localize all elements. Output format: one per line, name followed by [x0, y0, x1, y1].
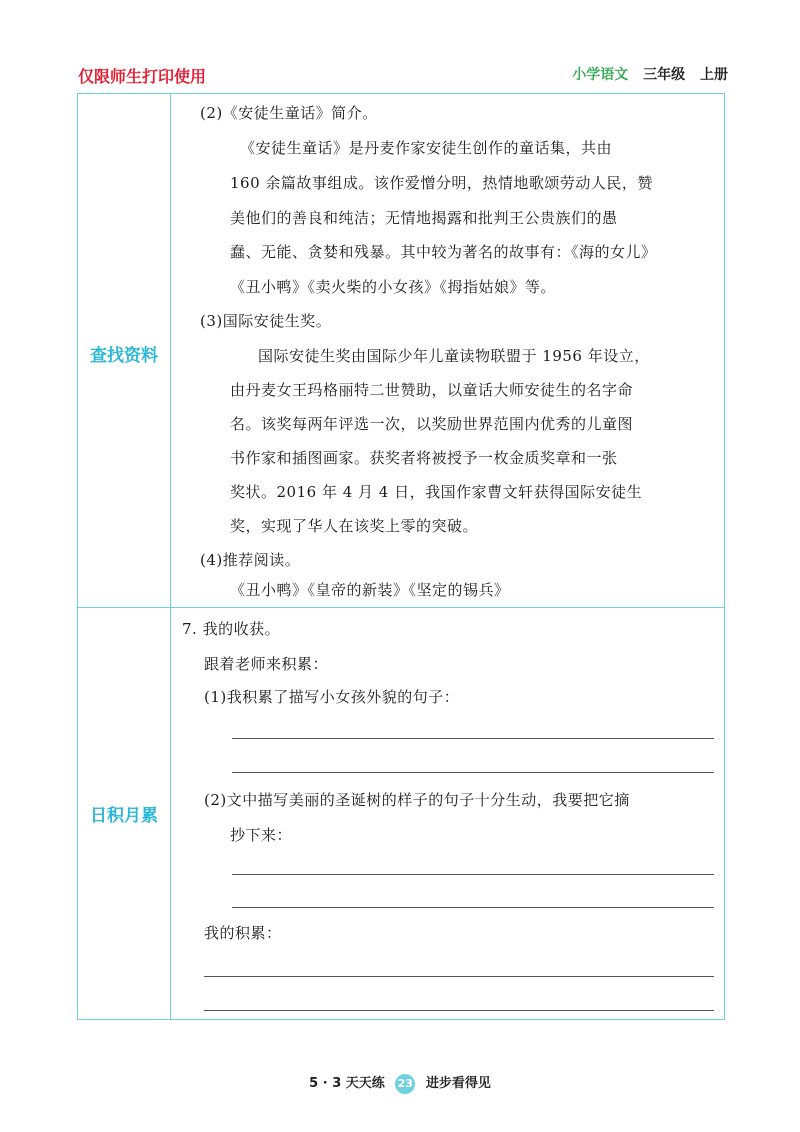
section1-line: 由丹麦女王玛格丽特二世赞助，以童话大师安徒生的名字命: [230, 381, 634, 399]
section-label-accumulate: 日积月累: [90, 806, 158, 826]
column-divider: [170, 93, 171, 1020]
question-2: (2)文中描写美丽的圣诞树的样子的句子十分生动，我要把它摘: [204, 791, 630, 809]
row-divider: [77, 607, 725, 608]
section1-line: 《丑小鸭》《卖火柴的小女孩》《拇指姑娘》等。: [230, 278, 557, 296]
answer-line[interactable]: [232, 874, 714, 875]
answer-line[interactable]: [232, 738, 714, 739]
my-accumulation-label: 我的积累：: [204, 924, 282, 942]
section-label-research: 查找资料: [90, 346, 158, 366]
section1-line: 奖状。2016 年 4 月 4 日，我国作家曹文轩获得国际安徒生: [230, 483, 643, 501]
answer-line[interactable]: [232, 907, 714, 908]
book-info: [572, 64, 728, 84]
section1-line: (4)推荐阅读。: [200, 551, 301, 569]
section1-line: 《安徒生童话》是丹麦作家安徒生创作的童话集，共由: [240, 139, 613, 157]
section1-line: (3)国际安徒生奖。: [200, 312, 332, 330]
section1-line: 美他们的善良和纯洁；无情地揭露和批判王公贵族们的愚: [230, 209, 618, 227]
page-footer: [0, 1072, 800, 1094]
question-2-cont: 抄下来：: [230, 826, 293, 844]
subject-label: 小学语文: [572, 67, 629, 83]
print-notice: 仅限师生打印使用: [78, 67, 207, 86]
section1-line: 国际安徒生奖由国际少年儿童读物联盟于 1956 年设立，: [258, 347, 650, 365]
section1-line: 书作家和插图画家。获奖者将被授予一枚金质奖章和一张: [230, 449, 618, 467]
question-intro: 跟着老师来积累：: [204, 655, 329, 673]
section1-line: 160 余篇故事组成。该作爱憎分明，热情地歌颂劳动人民，赞: [230, 174, 653, 192]
grade-label: 三年级: [643, 67, 686, 83]
footer-brand: 5 · 3 天天练: [309, 1076, 385, 1091]
answer-line[interactable]: [204, 976, 714, 977]
volume-label: 上册: [700, 67, 728, 83]
worksheet-table: [77, 93, 725, 1020]
section1-line: 《丑小鸭》《皇帝的新装》《坚定的锡兵》: [230, 581, 510, 599]
section1-line: (2)《安徒生童话》简介。: [200, 104, 378, 122]
answer-line[interactable]: [204, 1010, 714, 1011]
footer-slogan: 进步看得见: [425, 1076, 491, 1091]
section1-line: 名。该奖每两年评选一次，以奖励世界范围内优秀的儿童图: [230, 415, 634, 433]
question-1: (1)我积累了描写小女孩外貌的句子：: [204, 688, 460, 706]
question-title: 7. 我的收获。: [182, 620, 281, 638]
section1-line: 奖，实现了华人在该奖上零的突破。: [230, 517, 479, 535]
page-number: 23: [395, 1074, 415, 1094]
section1-line: 蠢、无能、贪婪和残暴。其中较为著名的故事有：《海的女儿》: [230, 243, 657, 261]
answer-line[interactable]: [232, 772, 714, 773]
